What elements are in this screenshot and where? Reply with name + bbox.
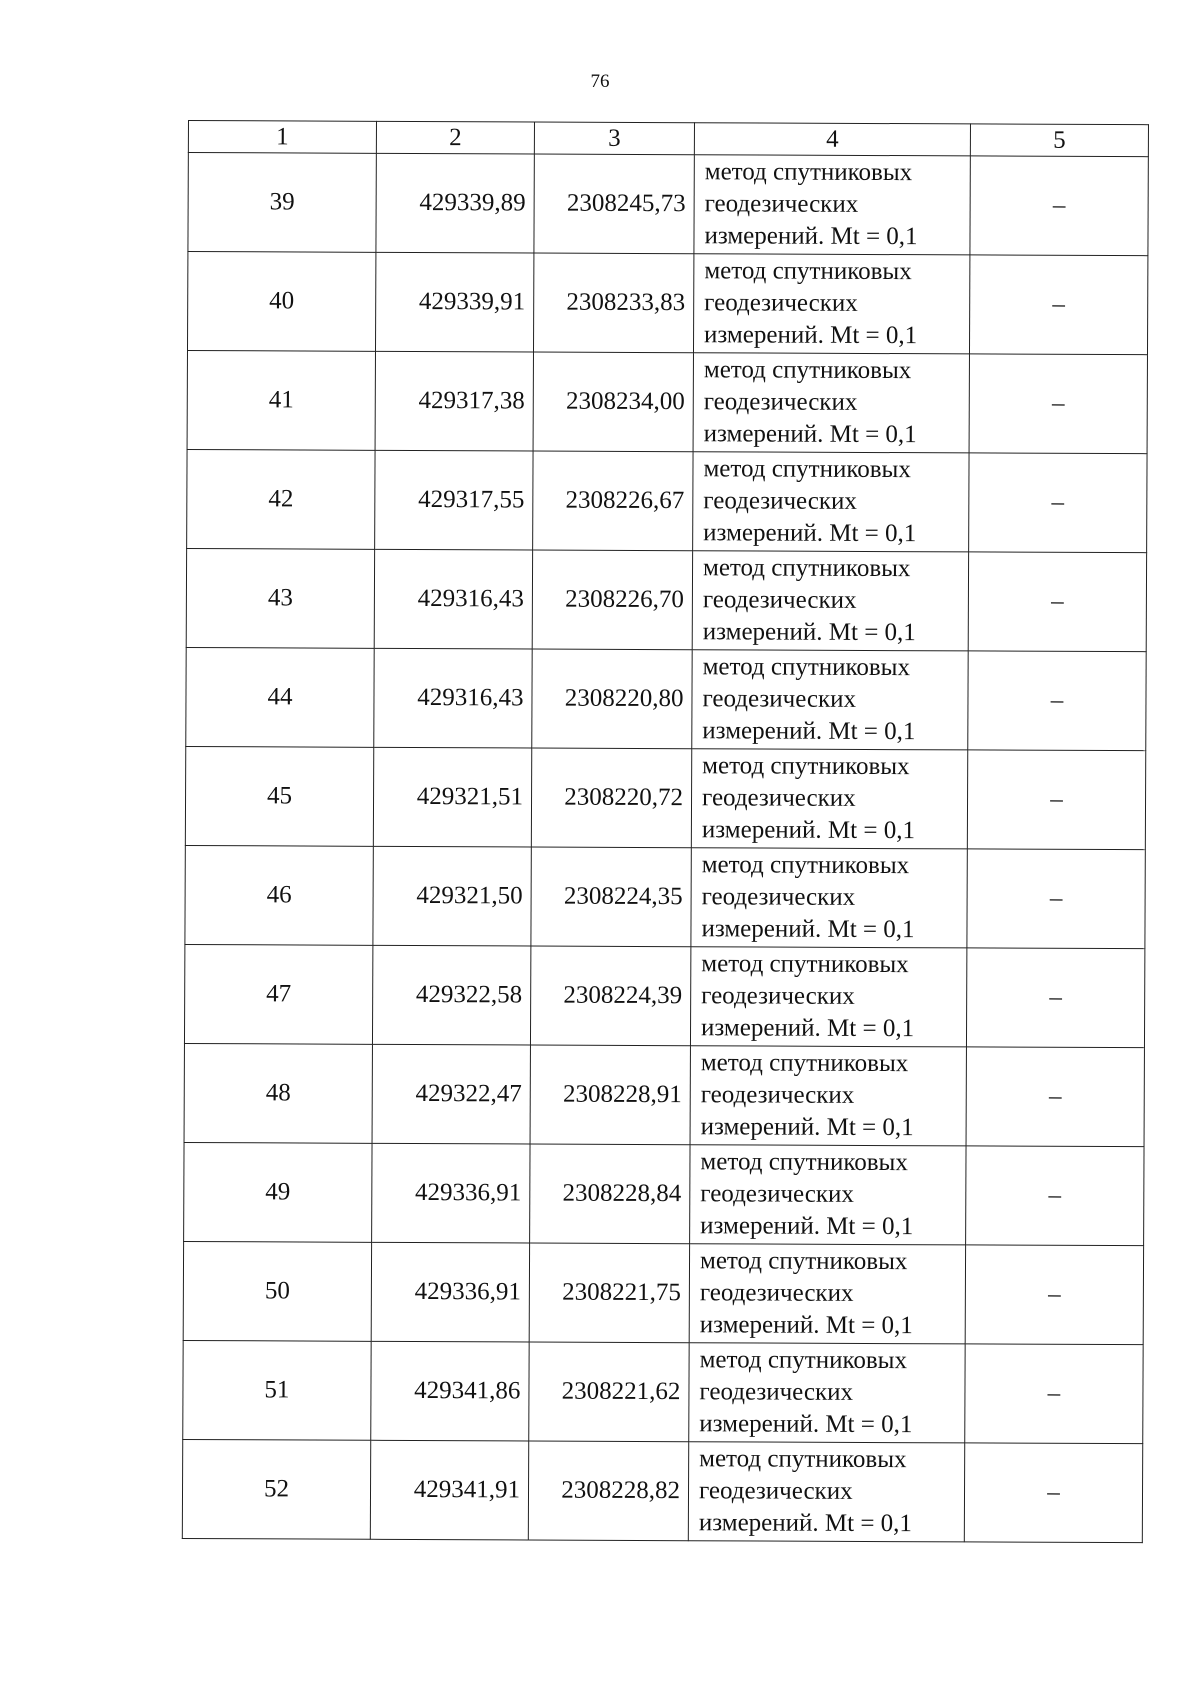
method-line: геодезических (704, 289, 858, 317)
point-number-cell: 46 (185, 845, 373, 945)
y-coordinate-cell: 2308221,75 (529, 1243, 689, 1343)
table-row (188, 153, 1148, 256)
note-cell: – (966, 948, 1144, 1048)
method-line: измерений. Mt = 0,1 (699, 1311, 913, 1340)
method-line: измерений. Mt = 0,1 (703, 519, 917, 548)
method-line: метод спутниковых (701, 851, 910, 880)
y-coordinate-cell: 2308228,91 (530, 1045, 690, 1145)
note-cell: – (966, 1047, 1144, 1147)
y-coordinate-cell: 2308233,83 (533, 253, 693, 353)
x-coordinate-cell: 429321,51 (373, 747, 531, 847)
x-coordinate-cell: 429336,91 (372, 1143, 530, 1243)
x-coordinate-cell: 429316,43 (374, 648, 532, 748)
x-coordinate-cell: 429341,91 (370, 1440, 528, 1540)
point-number-cell: 41 (187, 351, 375, 451)
method-line: измерений. Mt = 0,1 (704, 321, 918, 350)
y-coordinate-cell: 2308228,84 (530, 1144, 690, 1244)
method-line: измерений. Mt = 0,1 (700, 1113, 914, 1142)
method-cell (689, 1244, 965, 1344)
method-line: измерений. Mt = 0,1 (702, 618, 916, 647)
method-line: метод спутниковых (704, 158, 913, 187)
method-cell (692, 650, 968, 750)
header-cell-4: 4 (694, 123, 970, 156)
y-coordinate-cell: 2308245,73 (534, 154, 694, 254)
x-coordinate-cell: 429321,50 (373, 846, 531, 946)
table-row (185, 845, 1145, 948)
method-line: измерений. Mt = 0,1 (699, 1410, 913, 1439)
x-coordinate-cell: 429316,43 (374, 549, 532, 649)
point-number-cell: 47 (184, 944, 372, 1044)
method-cell (694, 155, 970, 255)
point-number-cell: 40 (187, 252, 375, 352)
table-row (182, 1439, 1142, 1542)
method-cell (688, 1442, 964, 1542)
note-cell: – (969, 453, 1147, 553)
method-cell (690, 1046, 966, 1146)
method-cell (692, 551, 968, 651)
point-number-cell: 45 (185, 746, 373, 846)
method-line: метод спутниковых (702, 653, 911, 682)
method-line: геодезических (699, 1279, 854, 1307)
method-line: измерений. Mt = 0,1 (702, 717, 916, 746)
y-coordinate-cell: 2308220,72 (531, 748, 691, 848)
point-number-cell: 39 (188, 153, 376, 253)
method-cell (693, 254, 969, 354)
method-line: геодезических (701, 982, 855, 1010)
header-cell-1: 1 (188, 121, 376, 154)
method-line: метод спутниковых (700, 1049, 909, 1078)
method-line: метод спутниковых (703, 455, 911, 484)
method-cell (691, 749, 967, 849)
y-coordinate-cell: 2308226,67 (533, 451, 693, 551)
method-line: геодезических (700, 1081, 855, 1109)
table-row (187, 252, 1147, 355)
note-cell: – (969, 255, 1147, 355)
x-coordinate-cell: 429317,55 (375, 450, 533, 550)
x-coordinate-cell: 429341,86 (371, 1341, 529, 1441)
point-number-cell: 43 (186, 548, 374, 648)
point-number-cell: 51 (183, 1340, 371, 1440)
table-row (185, 746, 1145, 849)
method-line: геодезических (701, 883, 856, 911)
note-cell: – (970, 156, 1148, 256)
method-line: геодезических (699, 1378, 854, 1406)
point-number-cell: 52 (182, 1439, 370, 1539)
note-cell: – (964, 1443, 1142, 1543)
table-body (182, 121, 1148, 1543)
x-coordinate-cell: 429322,58 (372, 945, 530, 1045)
method-line: геодезических (703, 388, 858, 416)
method-line: геодезических (700, 1180, 854, 1208)
header-row (188, 121, 1148, 157)
coordinates-table (182, 120, 1149, 1543)
method-line: измерений. Mt = 0,1 (698, 1509, 913, 1538)
table-row (187, 351, 1147, 454)
method-cell (689, 1343, 965, 1443)
table-row (187, 449, 1147, 552)
method-cell (693, 353, 969, 453)
method-line: метод спутниковых (700, 1148, 908, 1177)
x-coordinate-cell: 429339,89 (376, 153, 534, 253)
method-cell (690, 1145, 966, 1245)
method-cell (693, 452, 969, 552)
point-number-cell: 50 (183, 1241, 371, 1341)
method-line: измерений. Mt = 0,1 (701, 816, 916, 845)
header-cell-2: 2 (376, 121, 534, 154)
page-number: 76 (590, 71, 610, 92)
note-cell: – (969, 354, 1147, 454)
table-row (184, 1043, 1144, 1146)
table-row (186, 647, 1146, 750)
note-cell: – (966, 1146, 1144, 1246)
method-line: метод спутниковых (699, 1247, 908, 1276)
method-line: геодезических (701, 784, 856, 812)
note-cell: – (965, 1245, 1143, 1345)
header-cell-5: 5 (970, 124, 1148, 157)
y-coordinate-cell: 2308228,82 (528, 1441, 688, 1541)
note-cell: – (967, 750, 1145, 850)
point-number-cell: 49 (184, 1142, 372, 1242)
method-line: метод спутниковых (701, 950, 909, 979)
x-coordinate-cell: 429339,91 (375, 252, 533, 352)
method-line: метод спутниковых (702, 554, 911, 583)
y-coordinate-cell: 2308226,70 (532, 550, 692, 650)
method-line: метод спутниковых (702, 752, 910, 781)
y-coordinate-cell: 2308224,35 (531, 847, 691, 947)
method-line: измерений. Mt = 0,1 (700, 1014, 915, 1043)
y-coordinate-cell: 2308234,00 (533, 352, 693, 452)
point-number-cell: 44 (186, 647, 374, 747)
note-cell: – (965, 1344, 1143, 1444)
method-cell (690, 947, 966, 1047)
x-coordinate-cell: 429322,47 (372, 1044, 530, 1144)
method-line: измерений. Mt = 0,1 (703, 420, 917, 449)
method-line: измерений. Mt = 0,1 (700, 1212, 914, 1241)
method-line: геодезических (703, 487, 857, 515)
method-line: измерений. Mt = 0,1 (701, 915, 915, 944)
x-coordinate-cell: 429317,38 (375, 351, 533, 451)
point-number-cell: 48 (184, 1043, 372, 1143)
note-cell: – (967, 849, 1145, 949)
y-coordinate-cell: 2308224,39 (530, 946, 690, 1046)
method-cell (691, 848, 967, 948)
table-row (184, 1142, 1144, 1245)
table-row (183, 1340, 1143, 1443)
table-row (184, 944, 1144, 1047)
method-line: геодезических (702, 685, 857, 713)
table-row (183, 1241, 1143, 1344)
y-coordinate-cell: 2308221,62 (529, 1342, 689, 1442)
method-line: измерений. Mt = 0,1 (704, 222, 918, 251)
method-line: метод спутниковых (699, 1445, 907, 1474)
y-coordinate-cell: 2308220,80 (532, 649, 692, 749)
method-line: геодезических (702, 586, 857, 614)
header-cell-3: 3 (534, 122, 694, 155)
note-cell: – (968, 651, 1146, 751)
table-row (186, 548, 1146, 651)
method-line: метод спутниковых (704, 257, 912, 286)
note-cell: – (968, 552, 1146, 652)
method-line: метод спутниковых (703, 356, 912, 385)
method-line: метод спутниковых (699, 1346, 908, 1375)
point-number-cell: 42 (187, 449, 375, 549)
method-line: геодезических (704, 190, 859, 218)
method-line: геодезических (698, 1477, 853, 1505)
x-coordinate-cell: 429336,91 (371, 1242, 529, 1342)
